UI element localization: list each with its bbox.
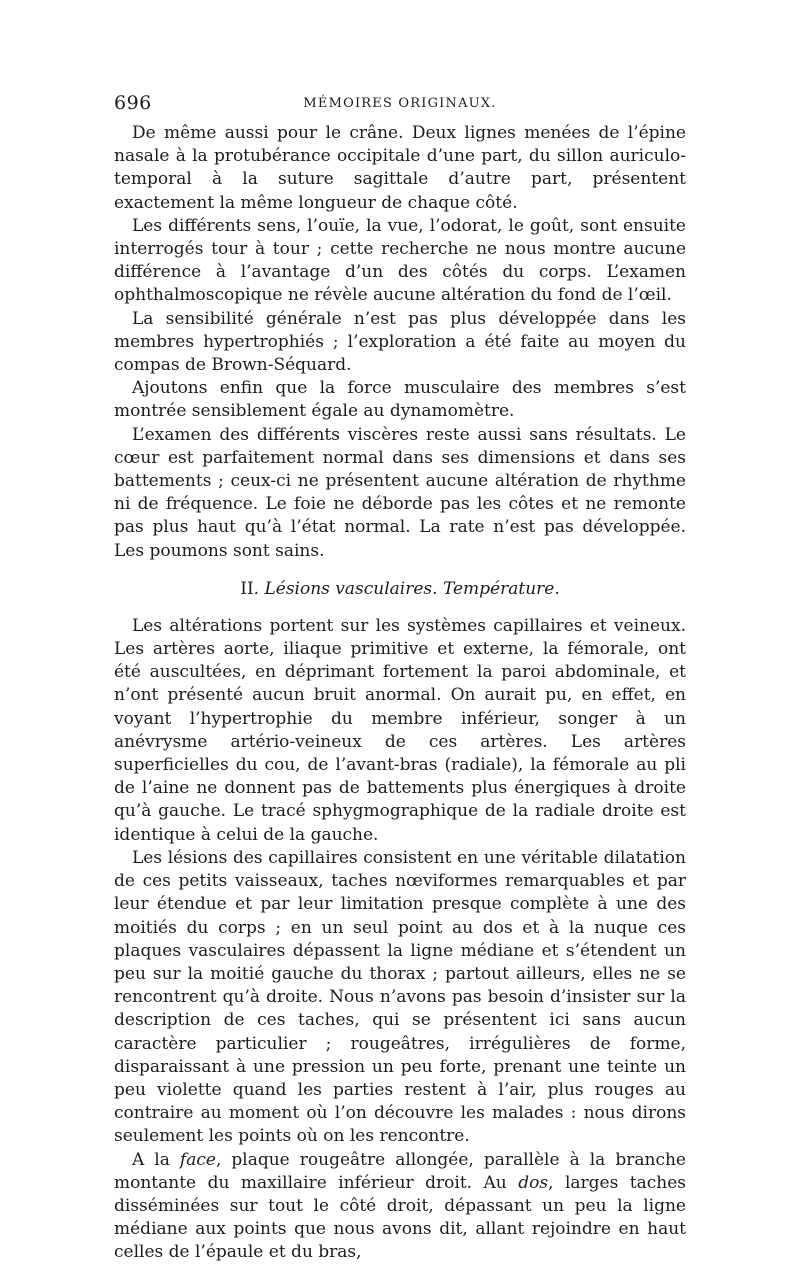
paragraph-senses: Les différents sens, l’ouïe, la vue, l’odorat, le goût, sont ensuite interrogés tour à tour ; cette recherche ne nous montre aucune différence à l’avantage d’un des côtés du corps. L’examen ophthalmoscopique ne révèle aucune altération du fond de l’œil. xyxy=(114,215,686,306)
paragraph-skull: De même aussi pour le crâne. Deux lignes menées de l’épine nasale à la protubérance occipitale d’une part, du sillon auriculo-temporal à la suture sagittale d’autre part, présentent exactement la même longueur de chaque côté. xyxy=(114,123,686,213)
paragraph-sensibility: La sensibilité générale n’est pas plus développée dans les membres hypertrophiés ; l’exploration a été faite au moyen du compas de Brown-Séquard. xyxy=(114,308,686,376)
face-middle: , plaque rougeâtre allongée, parallèle à la branche montante du maxillaire inférieur droit. Au xyxy=(114,1149,686,1193)
section-title: Lésions vasculaires. Température. xyxy=(264,578,560,599)
section-heading xyxy=(114,578,686,601)
running-title: MÉMOIRES ORIGINAUX. xyxy=(303,96,497,111)
paragraph-capillaries: Les lésions des capillaires consistent en une véritable dilatation de ces petits vaisseaux, taches nœviformes remarquables et par leur étendue et par leur limitation presque complète à une des moitiés du corps ; en un seul point au dos et à la nuque ces plaques vasculaires dépassent la ligne médiane et s’étendent un peu sur la moitié gauche du thorax ; partout ailleurs, elles ne se rencontrent qu’à droite. Nous n’avons pas besoin d’insister sur la description de ces taches, qui se présentent ici sans aucun caractère particulier ; rougeâtres, irrégulières de forme, disparaissant à une pression un peu forte, prenant une teinte un peu violette quand les parties restent à l’air, plus rouges au contraire au moment où l’on découvre les malades : nous dirons seulement les points où on les rencontre. xyxy=(114,847,686,1147)
face-word: face xyxy=(179,1149,216,1170)
paragraph-viscera: L’examen des différents viscères reste aussi sans résultats. Le cœur est parfaitement normal dans ses dimensions et dans ses battements ; ceux-ci ne présentent aucune altération de rhythme ni de fréquence. Le foie ne déborde pas les côtes et ne remonte pas plus haut qu’à l’état normal. La rate n’est pas développée. Les poumons sont sains. xyxy=(114,424,686,561)
paragraph-face-back xyxy=(114,1149,686,1265)
section-number: II. xyxy=(240,578,260,599)
paragraph-arteries: Les altérations portent sur les systèmes capillaires et veineux. Les artères aorte, iliaque primitive et externe, la fémorale, ont été auscultées, en déprimant fortement la paroi abdominale, et n’ont présenté aucun bruit anormal. On aurait pu, en effet, en voyant l’hypertrophie du membre inférieur, songer à un anévrysme artério-veineux de ces artères. Les artères superficielles du cou, de l’avant-bras (radiale), la fémorale au pli de l’aine ne donnent pas de battements plus énergiques à droite qu’à gauche. Le tracé sphygmographique de la radiale droite est identique à celui de la gauche. xyxy=(114,615,686,845)
page xyxy=(114,92,686,1265)
page-number: 696 xyxy=(114,92,152,114)
face-lead: A la xyxy=(132,1149,180,1170)
body-text xyxy=(114,122,686,1265)
face-tail: , larges taches disséminées sur tout le côté droit, dépassant un peu la ligne médiane aux points que nous avons dit, allant rejoindre en haut celles de l’épaule et du bras, xyxy=(114,1172,686,1263)
page-header xyxy=(114,92,686,122)
dos-word: dos xyxy=(518,1172,549,1193)
paragraph-muscular-force: Ajoutons enfin que la force musculaire des membres s’est montrée sensiblement égale au dynamomètre. xyxy=(114,378,686,422)
